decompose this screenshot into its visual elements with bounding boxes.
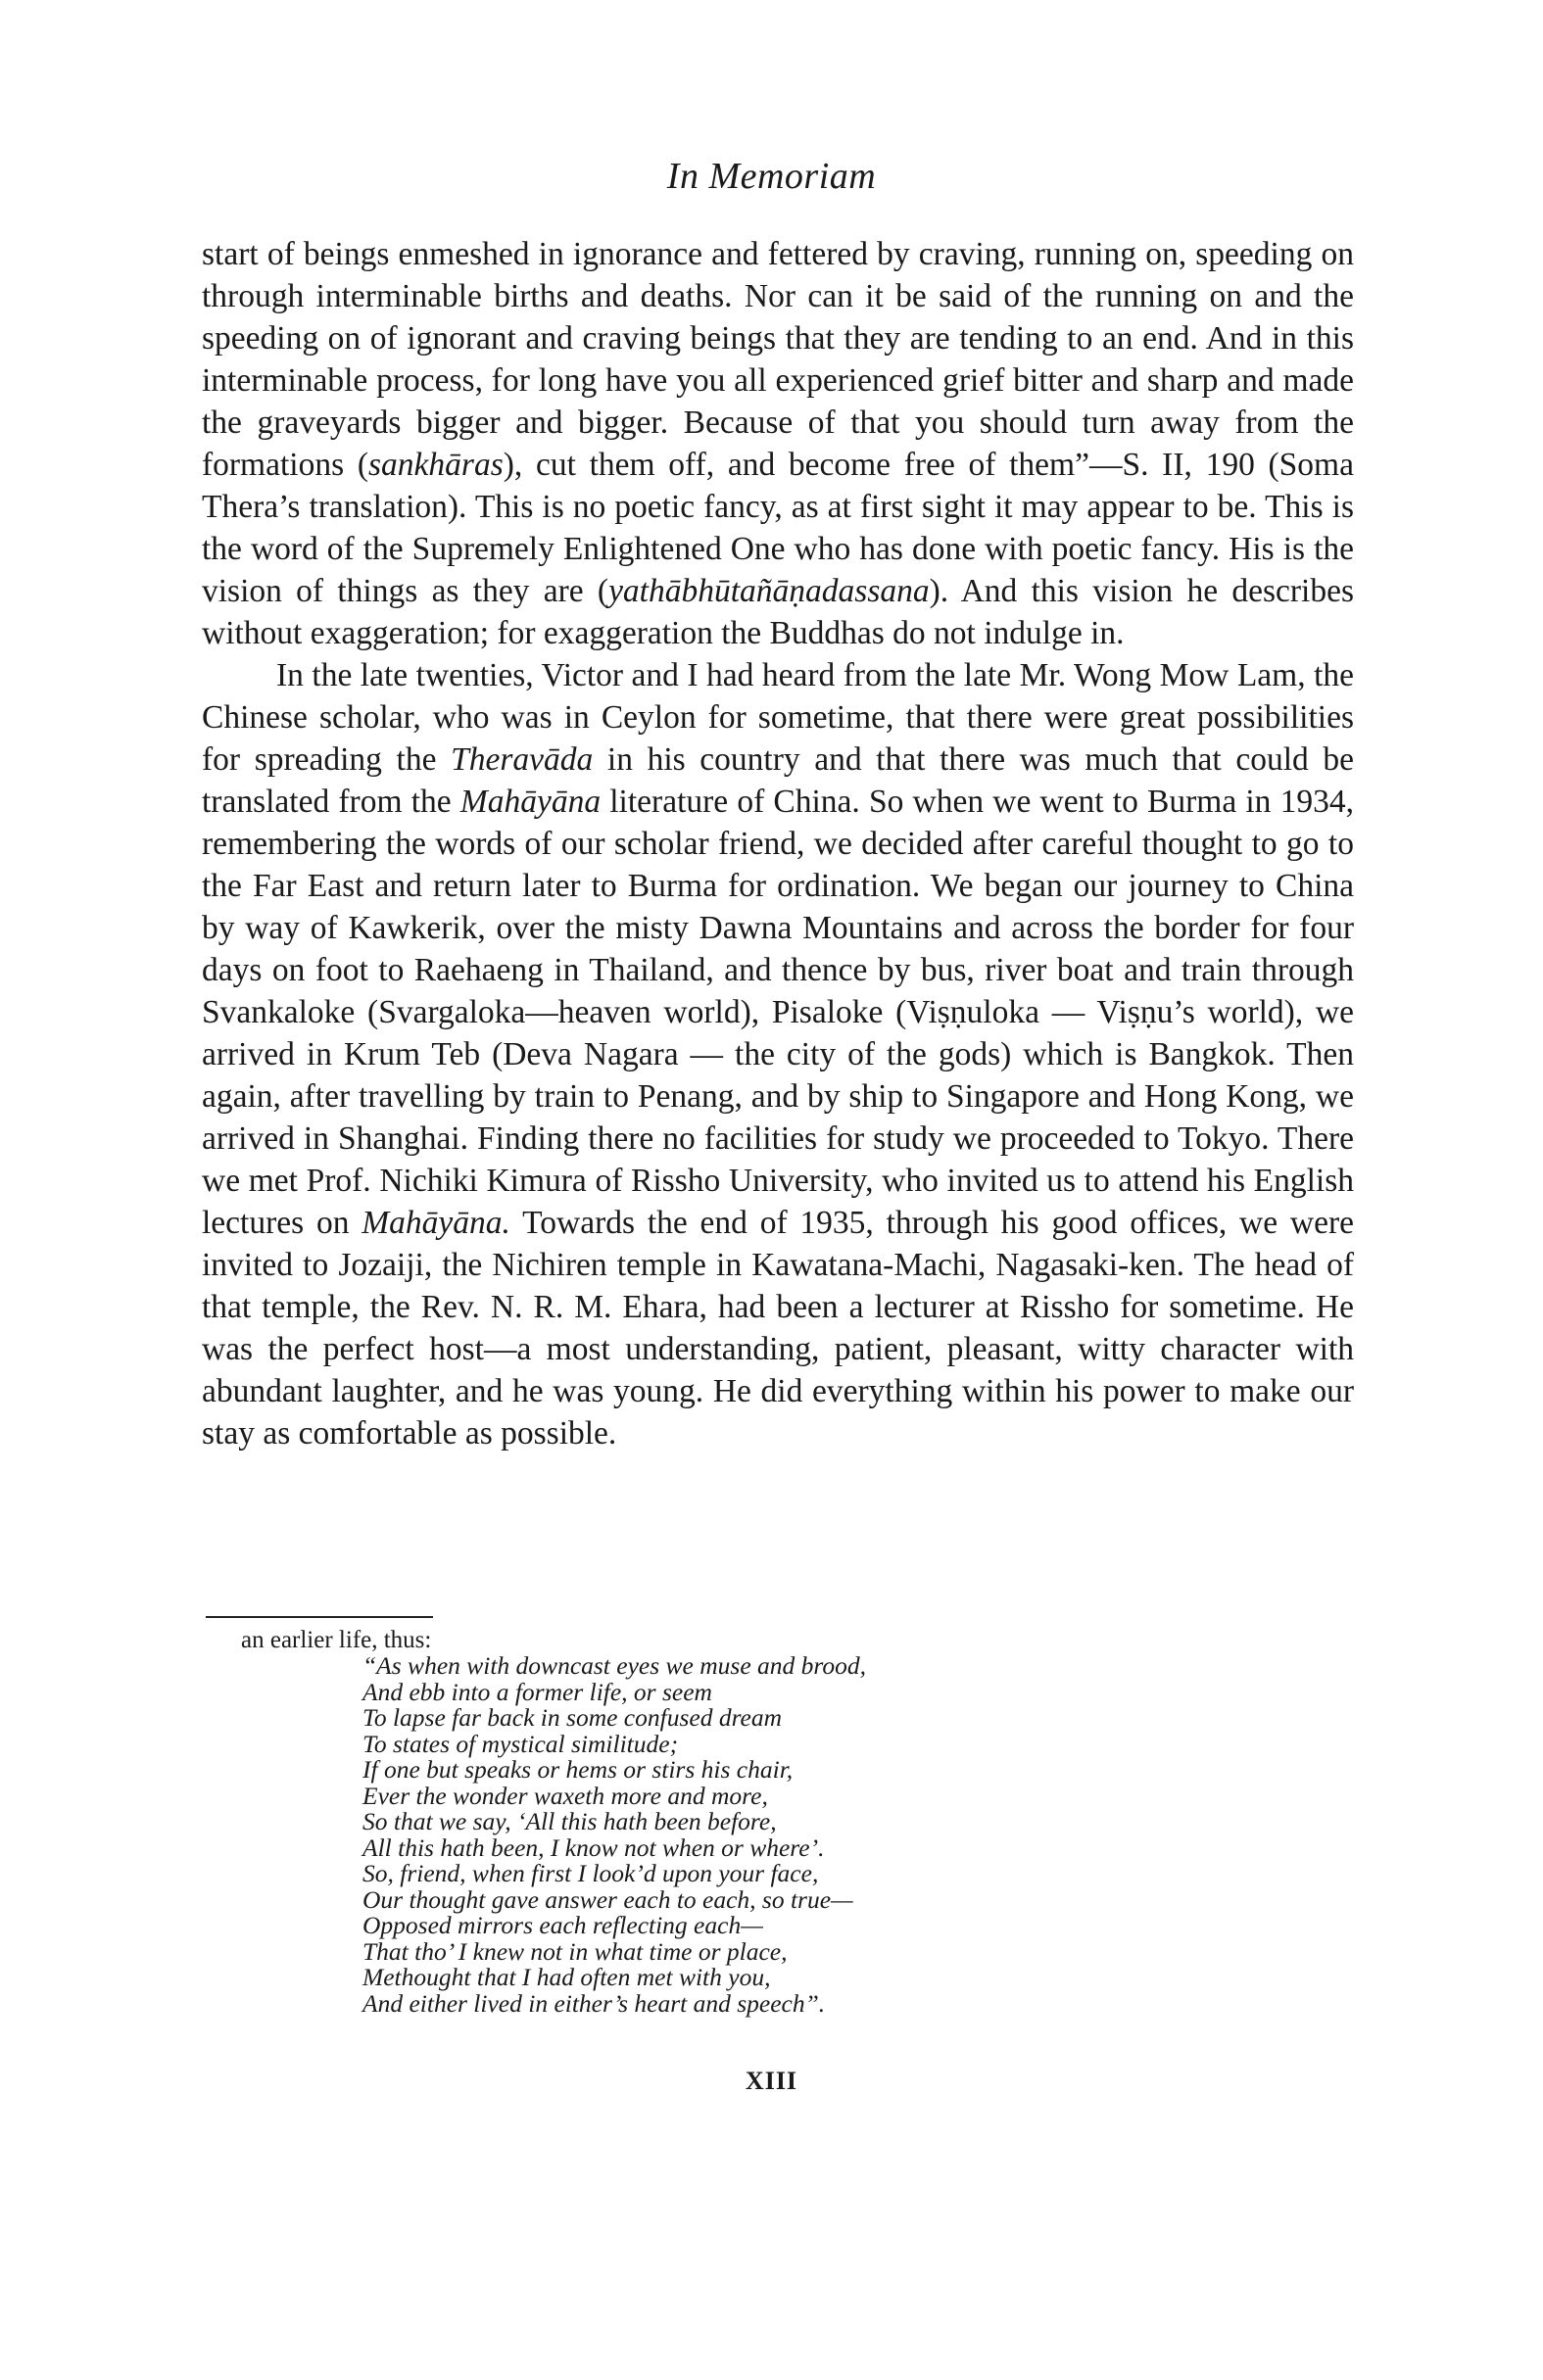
- term-theravada: Theravāda: [451, 741, 594, 778]
- paragraph-2-part-3: literature of China. So when we went to Burma in 1934, remembering the words of our scholar friend, we decided after careful thought to go to the Far East and return later to Burma for ordination. We began our journey to China by way of Kawkerik, over the misty Dawna Mountains and across the border for four days on foot to Raehaeng in Thailand, and thence by bus, river boat and train through Svankaloke (Svargaloka—heaven world), Pisaloke (Viṣṇuloka — Viṣṇu’s world), we arrived in Krum Teb (Deva Nagara — the city of the gods) which is Bangkok. Then again, after travelling by train to Penang, and by ship to Singapore and Hong Kong, we arrived in Shanghai. Finding there no facilities for study we proceeded to Tokyo. There we met Prof. Nichiki Kimura of Rissho University, who invited us to attend his English lectures on: [202, 784, 1354, 1241]
- footnote-rule: [206, 1616, 433, 1618]
- term-mahayana-2: Mahāyāna.: [362, 1205, 510, 1241]
- term-sankharas: sankhāras: [368, 447, 504, 483]
- term-yathabhutananadassana: yathābhūtañāṇadassana: [608, 573, 930, 609]
- term-mahayana: Mahāyāna: [459, 784, 602, 820]
- footnote-poem: [362, 1653, 866, 2017]
- page-number: XIII: [745, 2067, 798, 2095]
- poem-line: So that we say, ‘All this hath been before,: [362, 1807, 777, 1835]
- poem-line: If one but speaks or hems or stirs his chair,: [362, 1755, 794, 1784]
- body-text: [202, 233, 1354, 1454]
- paragraph-2-part-2: in his country and that there was much that could be translated from the: [202, 741, 1354, 820]
- paragraph-2: [202, 654, 1354, 1454]
- poem-line: So, friend, when first I look’d upon your face,: [362, 1859, 819, 1887]
- poem-line: Ever the wonder waxeth more and more,: [362, 1781, 768, 1810]
- footnote-intro: an earlier life, thus:: [241, 1627, 432, 1653]
- poem-line: All this hath been, I know not when or where’.: [362, 1833, 825, 1862]
- paragraph-1-part-2: ), cut them off, and become free of them”—S. II, 190 (Soma Thera’s translation). This is no poetic fancy, as at first sight it may appear to be. This is the word of the Supremely Enlightened One who has done with poetic fancy. His is the vision of things as they are (: [202, 447, 1354, 609]
- poem-line: Opposed mirrors each reflecting each—: [362, 1911, 763, 1939]
- poem-line: And either lived in either’s heart and speech”.: [362, 1988, 826, 2018]
- running-title: In Memoriam: [666, 156, 877, 197]
- poem-line: Our thought gave answer each to each, so true—: [362, 1884, 853, 1914]
- poem-line: That tho’ I knew not in what time or place,: [362, 1936, 788, 1966]
- paragraph-2-part-4: Towards the end of 1935, through his good offices, we were invited to Jozaiji, the Nichiren temple in Kawatana-Machi, Nagasaki-ken. The head of that temple, the Rev. N. R. M. Ehara, had been a lecturer at Rissho for sometime. He was the perfect host—a most understanding, patient, pleasant, witty character with abundant laughter, and he was young. He did everything within his power to make our stay as comfortable as possible.: [202, 1205, 1354, 1452]
- paragraph-1-part-3: ). And this vision he describes without exaggeration; for exaggeration the Buddhas do not indulge in.: [202, 573, 1354, 651]
- poem-line: Methought that I had often met with you,: [362, 1963, 771, 1991]
- poem-line: To lapse far back in some confused dream: [362, 1703, 783, 1732]
- paragraph-1: [202, 233, 1354, 654]
- paragraph-1-part-1: start of beings enmeshed in ignorance and fettered by craving, running on, speeding on through interminable births and deaths. Nor can it be said of the running on and the speeding on of ignorant and craving beings that they are tending to an end. And in this interminable process, for long have you all experienced grief bitter and sharp and made the graveyards bigger and bigger. Because of that you should turn away from the formations (: [202, 236, 1354, 483]
- poem-line: And ebb into a former life, or seem: [362, 1677, 712, 1706]
- poem-line: “As when with downcast eyes we muse and brood,: [362, 1651, 866, 1680]
- paragraph-2-part-1: In the late twenties, Victor and I had heard from the late Mr. Wong Mow Lam, the Chinese scholar, who was in Ceylon for sometime, that there were great possibilities for spreading the: [202, 657, 1354, 778]
- poem-line: To states of mystical similitude;: [362, 1729, 679, 1758]
